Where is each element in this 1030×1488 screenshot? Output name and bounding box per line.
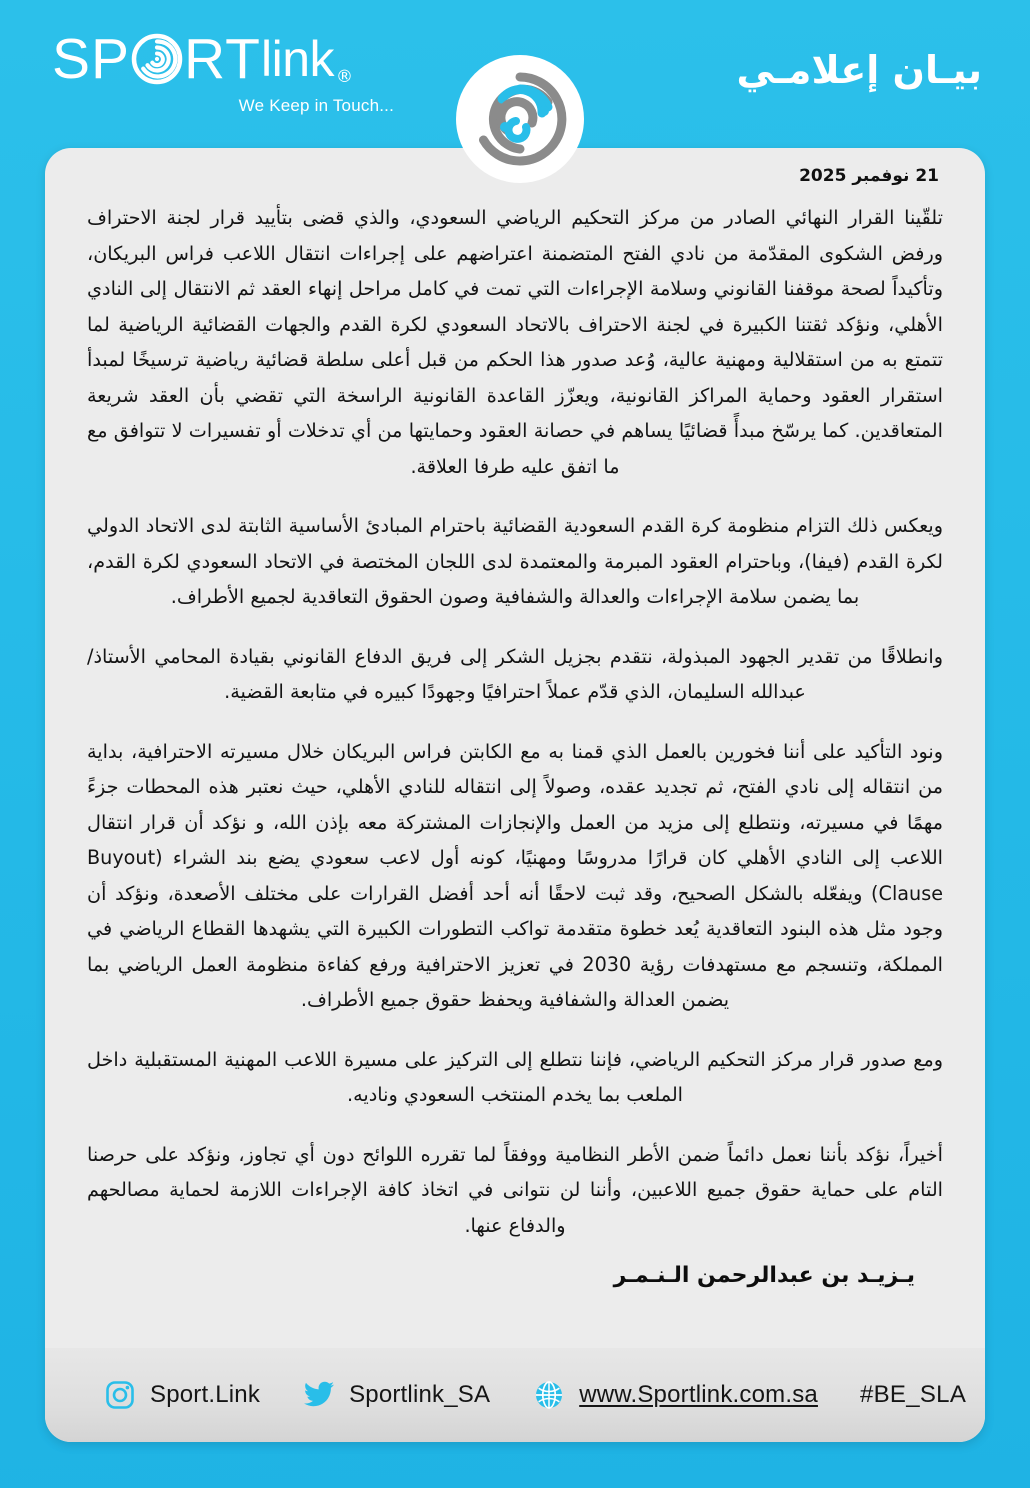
contact-footer xyxy=(45,1348,985,1442)
signature-name: يـزيـد بن عبدالرحمن الـنـمـر xyxy=(613,1263,915,1288)
paragraph: أخيراً، نؤكد بأننا نعمل دائماً ضمن الأطر النظامية ووفقاً لما تقرره اللوائح دون أي تجاوز، ونؤكد على حرصنا التام على حماية حقوق جميع اللاعبين، وأننا لن نتوانى في اتخاذ كافة الإجراءات اللازمة لحماية مصالحهم والدفاع عنها. xyxy=(87,1142,943,1237)
social-item-website[interactable] xyxy=(532,1378,818,1412)
sportlink-logo xyxy=(52,26,402,136)
document-date: 21 نوفمبر 2025 xyxy=(799,166,939,186)
logo-tagline: We Keep in Touch... xyxy=(238,96,394,115)
logo-wordmark xyxy=(52,26,402,92)
sportlink-spiral-emblem xyxy=(456,55,584,183)
logo-text-link: link xyxy=(261,31,335,87)
page-title: بيـان إعلامـي xyxy=(736,48,982,92)
paragraph: وانطلاقًا من تقدير الجهود المبذولة، نتقدم بجزيل الشكر إلى فريق الدفاع القانوني بقيادة المحامي الأستاذ/ عبدالله السليمان، الذي قدّم عملاً احترافيًا وجهودًا كبيره في متابعة القضية. xyxy=(87,644,943,703)
page-header xyxy=(0,0,1030,150)
twitter-handle: Sportlink_SA xyxy=(349,1381,491,1408)
card-content xyxy=(45,148,985,1288)
logo-text-rt: RT xyxy=(184,26,261,91)
logo-text-sp: SP xyxy=(52,26,131,91)
instagram-icon xyxy=(103,1378,137,1412)
globe-icon xyxy=(532,1378,566,1412)
spiral-fingerprint-icon xyxy=(131,33,183,85)
press-release-card xyxy=(45,148,985,1442)
social-item-twitter[interactable] xyxy=(302,1378,490,1412)
twitter-icon xyxy=(302,1378,336,1412)
campaign-hashtag: #BE_SLA xyxy=(859,1381,967,1408)
paragraph: ونود التأكيد على أننا فخورين بالعمل الذي قمنا به مع الكابتن فراس البريكان خلال مسيرته الاحترافية، بداية من انتقاله إلى نادي الفتح، ثم تجديد عقده، وصولاً إلى انتقاله للنادي الأهلي، حيث نعتبر هذه المحطات جزءً مهمًا في مسيرته، ونتطلع إلى مزيد من العمل والإنجازات المشتركة معه بإذن الله، و نؤكد أن قرار انتقال اللاعب إلى النادي الأهلي كان قرارًا مدروسًا ومهنيًا، كونه أول لاعب سعودي يضع بند الشراء (Buyout Clause) ويفعّله بالشكل الصحيح، وقد ثبت لاحقًا أنه أحد أفضل القرارات على مختلف الأصعدة، ونؤكد أن وجود مثل هذه البنود التعاقدية يُعد خطوة متقدمة تواكب التطورات الكبيرة التي يشهدها القطاع الرياضي في المملكة، وتنسجم مع مستهدفات رؤية 2030 في تعزيز الاحترافية ورفع كفاءة منظومة العمل الرياضي بما يضمن العدالة والشفافية ويحفظ حقوق جميع الأطراف. xyxy=(87,739,943,1011)
website-url: www.Sportlink.com.sa xyxy=(579,1381,818,1408)
paragraph: ومع صدور قرار مركز التحكيم الرياضي، فإننا نتطلع إلى التركيز على مسيرة اللاعب المهنية المستقبلية داخل الملعب بما يخدم المنتخب السعودي وناديه. xyxy=(87,1047,943,1106)
paragraph: تلقّينا القرار النهائي الصادر من مركز التحكيم الرياضي السعودي، والذي قضى بتأييد قرار لجنة الاحتراف ورفض الشكوى المقدّمة من نادي الفتح المتضمنة اعتراضهم على إجراءات انتقال اللاعب فراس البريكان، وتأكيداً لصحة موقفنا القانوني وسلامة الإجراءات التي تمت في كامل مراحل إنهاء العقد ثم الانتقال إلى النادي الأهلي، ونؤكد ثقتنا الكبيرة في لجنة الاحتراف بالاتحاد السعودي لكرة القدم والجهات القضائية الرياضية لما تتمتع به من استقلالية ومهنية عالية، وُعد صدور هذا الحكم من قبل أعلى سلطة قضائية رياضية ترسيخًا لمبدأ استقرار العقود وحماية المراكز القانونية، ويعزّز القاعدة القانونية الراسخة التي تقضي بأن العقد شريعة المتعاقدين. كما يرسّخ مبدأً قضائيًا يساهم في حصانة العقود وحمايتها من أي تدخلات أو تفسيرات لا تتوافق مع ما اتفق عليه طرفا العلاقة. xyxy=(87,206,943,478)
document-body xyxy=(87,200,943,1243)
social-item-instagram[interactable] xyxy=(103,1378,260,1412)
instagram-handle: Sport.Link xyxy=(150,1381,261,1408)
paragraph: ويعكس ذلك التزام منظومة كرة القدم السعودية القضائية باحترام المبادئ الأساسية الثابتة لدى الاتحاد الدولي لكرة القدم (فيفا)، وباحترام العقود المبرمة والمعتمدة لدى اللجان المختصة في الاتحاد السعودي لكرة القدم، بما يضمن سلامة الإجراءات والعدالة والشفافية وصون الحقوق التعاقدية لجميع الأطراف. xyxy=(87,514,943,608)
registered-trademark-icon: ® xyxy=(336,67,354,87)
